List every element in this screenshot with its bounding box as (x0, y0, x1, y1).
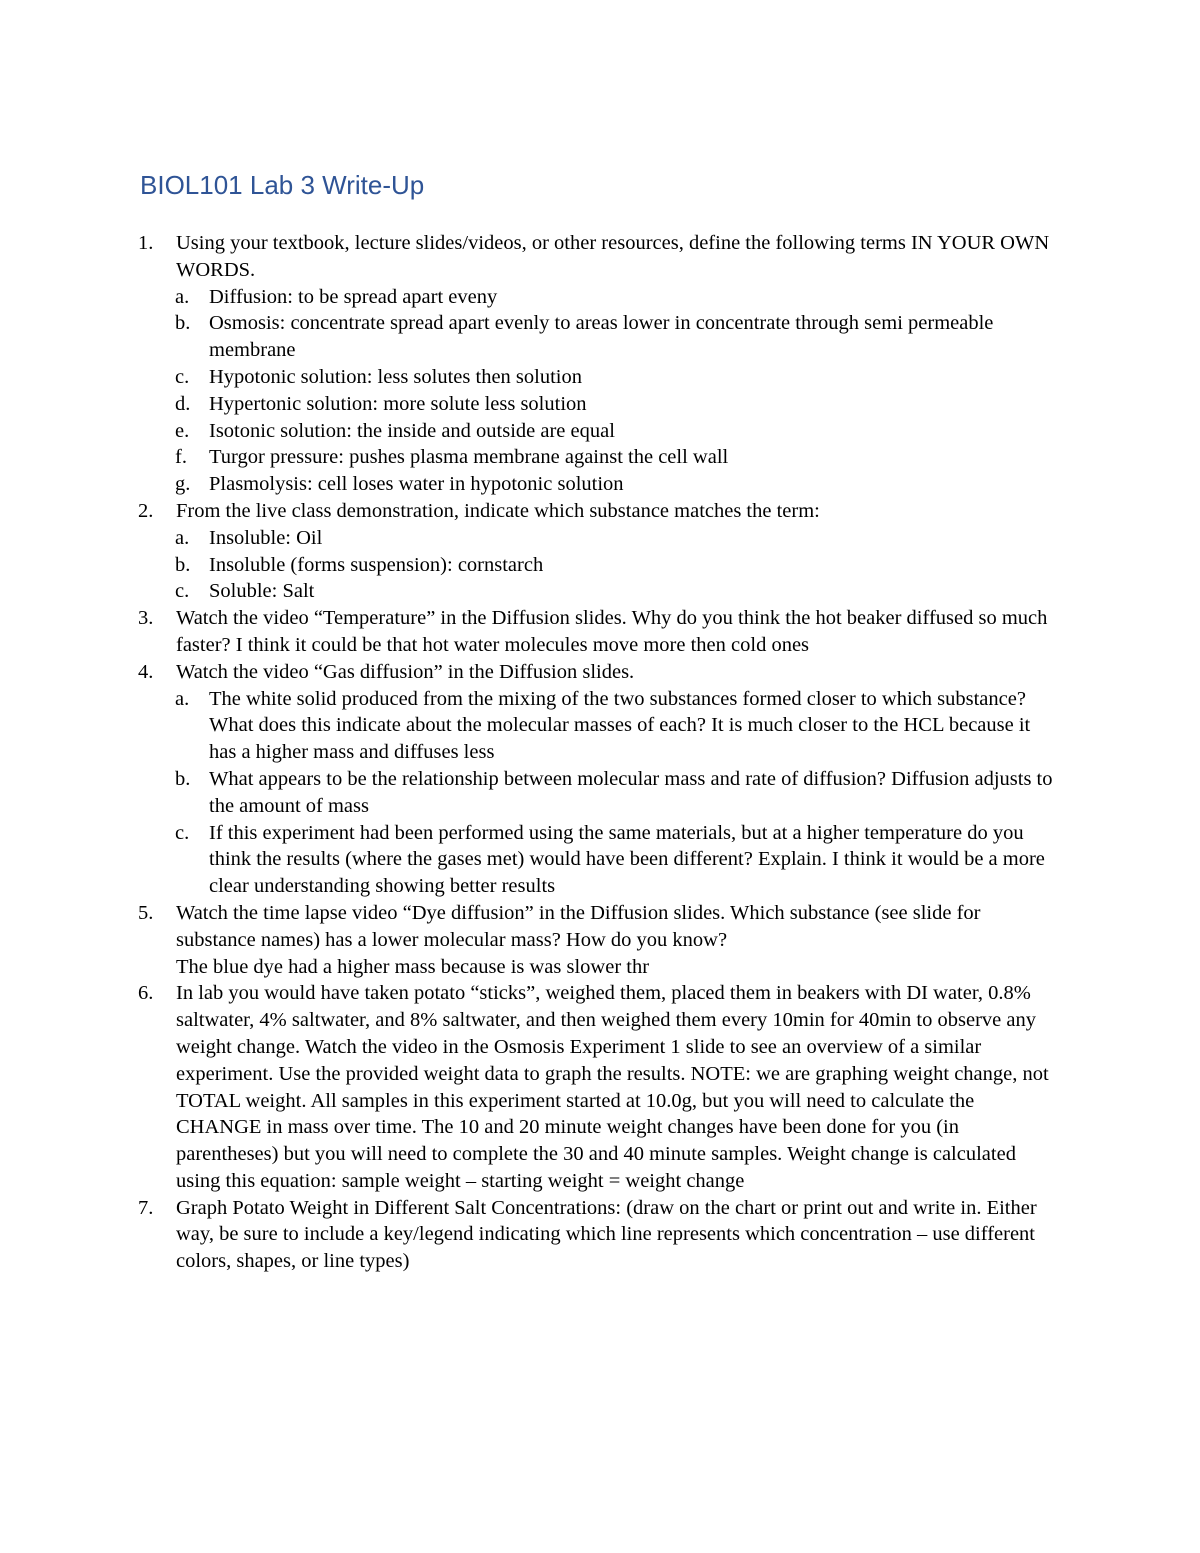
item-text: Plasmolysis: cell loses water in hypotonic solution (209, 473, 624, 496)
document-title: BIOL101 Lab 3 Write-Up (140, 170, 425, 200)
item-text: Soluble: Salt (209, 580, 315, 603)
list-item (175, 552, 1058, 579)
question-7 (138, 1195, 1058, 1275)
list-item (175, 364, 1058, 391)
question-2 (138, 498, 1058, 605)
item-text: The white solid produced from the mixing of the two substances formed closer to which substance? What does this indicate about the molecular masses of each? It is much closer to the HCL because it has a higher mass and diffuses less (209, 687, 1031, 764)
item-text: What appears to be the relationship between molecular mass and rate of diffusion? Diffusion adjusts to the amount of mass (209, 767, 1053, 817)
question-list (138, 230, 1058, 1275)
item-text: Isotonic solution: the inside and outside are equal (209, 419, 615, 442)
item-text: Insoluble: Oil (209, 526, 323, 549)
list-item (175, 418, 1058, 445)
question-text: In lab you would have taken potato “sticks”, weighed them, placed them in beakers with DI water, 0.8% saltwater, 4% saltwater, and 8% saltwater, and then weighed them every 10min for 40min to observe any weight change. Watch the video in the Osmosis Experiment 1 slide to see an overview of a similar experiment. Use the provided weight data to graph the results. NOTE: we are graphing weight change, not TOTAL weight. All samples in this experiment started at 10.0g, but you will need to calculate the CHANGE in mass over time. The 10 and 20 minute weight changes have been done for you (in parentheses) but you will need to complete the 30 and 40 minute samples. Weight change is calculated using this equation: sample weight – starting weight = weight change (176, 982, 1049, 1192)
list-item (175, 686, 1058, 766)
question-5 (138, 900, 1058, 980)
item-text: Osmosis: concentrate spread apart evenly to areas lower in concentrate through semi permeable membrane (209, 312, 994, 362)
question-text: Watch the time lapse video “Dye diffusion” in the Diffusion slides. Which substance (see slide for substance names) has a lower molecular mass? How do you know? (176, 901, 981, 951)
item-letter: c. (175, 821, 190, 844)
question-4 (138, 659, 1058, 900)
item-letter: a. (175, 285, 190, 308)
list-item (175, 766, 1058, 820)
answer-text: The blue dye had a higher mass because is was slower thr (176, 955, 650, 978)
question-1 (138, 230, 1058, 498)
item-letter: f. (175, 446, 187, 469)
question-text: Watch the video “Gas diffusion” in the Diffusion slides. (176, 660, 635, 683)
item-letter: d. (175, 392, 191, 415)
list-item (175, 284, 1058, 311)
question-number: 3. (138, 607, 154, 630)
list-item (175, 471, 1058, 498)
list-item (175, 578, 1058, 605)
item-text: Insoluble (forms suspension): cornstarch (209, 553, 544, 576)
item-letter: b. (175, 553, 191, 576)
item-text: Hypotonic solution: less solutes then solution (209, 365, 582, 388)
item-letter: b. (175, 312, 191, 335)
question-text: From the live class demonstration, indicate which substance matches the term: (176, 499, 820, 522)
item-text: Turgor pressure: pushes plasma membrane against the cell wall (209, 446, 729, 469)
question-number: 4. (138, 660, 154, 683)
item-letter: b. (175, 767, 191, 790)
question-number: 6. (138, 982, 154, 1005)
question-number: 5. (138, 901, 154, 924)
list-item (175, 444, 1058, 471)
list-item (175, 310, 1058, 364)
list-item (175, 820, 1058, 900)
item-letter: a. (175, 687, 190, 710)
item-letter: e. (175, 419, 190, 442)
item-text: If this experiment had been performed using the same materials, but at a higher temperature do you think the results (where the gases met) would have been different? Explain. I think it would be a more clear understanding showing better results (209, 821, 1045, 898)
document-body (138, 230, 1058, 1275)
question-6 (138, 980, 1058, 1194)
list-item (175, 391, 1058, 418)
question-text: Watch the video “Temperature” in the Diffusion slides. Why do you think the hot beaker diffused so much faster? I think it could be that hot water molecules move more then cold ones (176, 607, 1048, 656)
definition-list (176, 284, 1058, 498)
item-text: Diffusion: to be spread apart eveny (209, 285, 498, 308)
sub-question-list (176, 686, 1058, 900)
question-3 (138, 605, 1058, 659)
question-number: 1. (138, 232, 154, 254)
question-number: 2. (138, 499, 154, 522)
question-text: Graph Potato Weight in Different Salt Concentrations: (draw on the chart or print out and write in. Either way, be sure to include a key/legend indicating which line represents which concentration – use different colors, shapes, or line types) (176, 1196, 1037, 1273)
item-letter: g. (175, 473, 191, 496)
substance-list (176, 525, 1058, 605)
question-text: Using your textbook, lecture slides/videos, or other resources, define the following terms IN YOUR OWN WORDS. (176, 232, 1050, 281)
item-letter: c. (175, 365, 190, 388)
item-letter: c. (175, 580, 190, 603)
list-item (175, 525, 1058, 552)
question-number: 7. (138, 1196, 154, 1219)
item-text: Hypertonic solution: more solute less solution (209, 392, 587, 415)
item-letter: a. (175, 526, 190, 549)
